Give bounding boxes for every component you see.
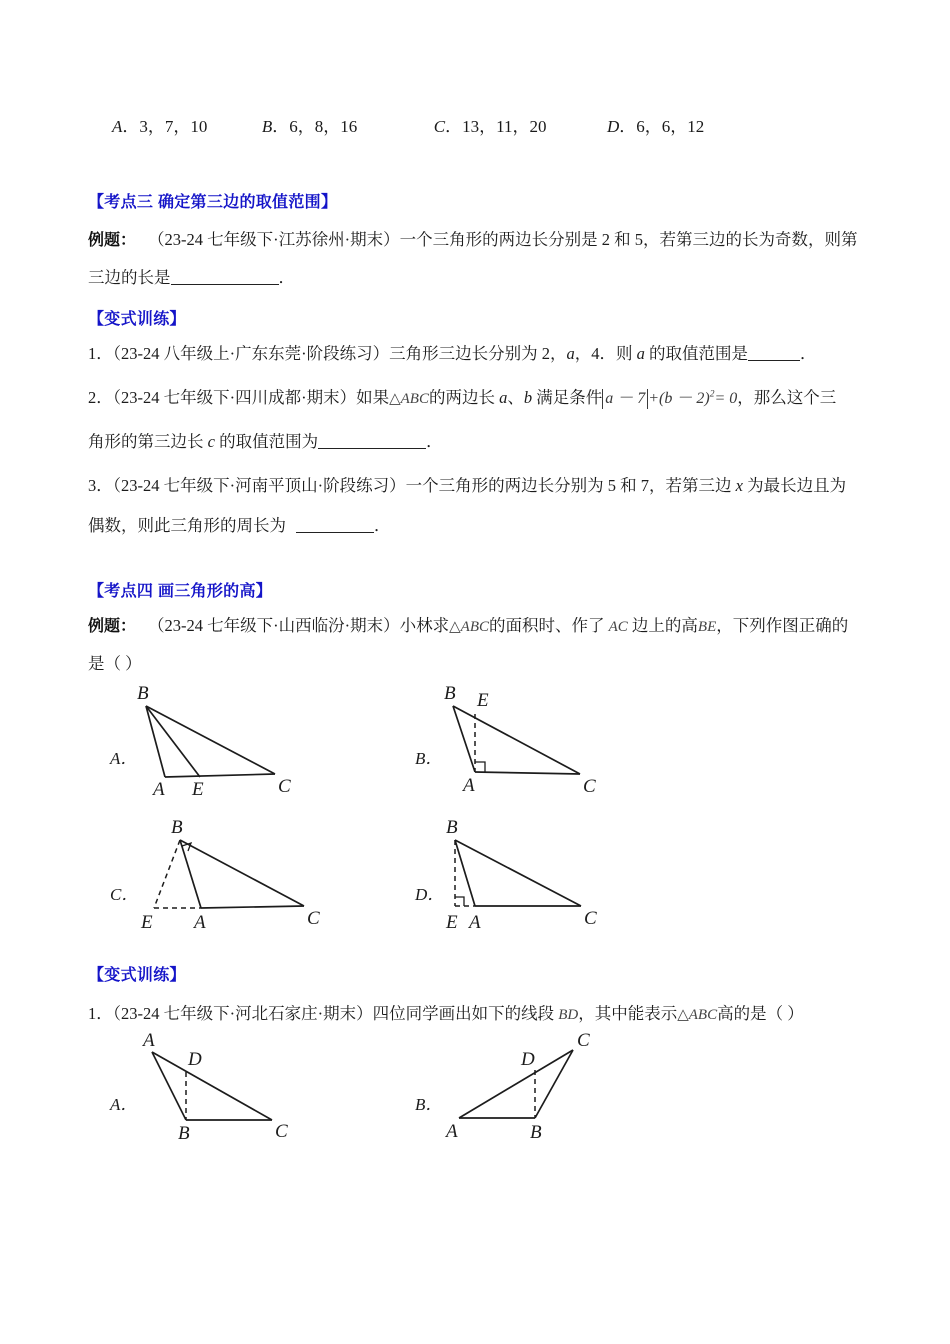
drill-2-text-a: （23-24 七年级下·四川成都·期末）如果 (112, 388, 390, 407)
option-a-text: 3，7，10 (139, 117, 208, 136)
drill-2-formula (602, 390, 737, 407)
figure-a-label-b: B (137, 683, 149, 704)
example-period: ． (278, 268, 295, 287)
s4-drill-1-text-c: 高的是（ ） (717, 1004, 804, 1023)
figure-b-drawing (413, 682, 613, 797)
option-a[interactable] (112, 112, 207, 137)
s4-drill-1-text-b: ，其中能表示 (578, 1004, 678, 1023)
drill-2-var-b: b (523, 388, 533, 407)
drill-heading-1: 【变式训练】 (88, 311, 186, 328)
figure-d-drawing (413, 818, 623, 936)
drill-1-var-a: a (566, 344, 575, 363)
drill-3-var-x: x (735, 476, 743, 495)
drill-1-number: 1． (88, 344, 113, 363)
drill-item-2-line-1 (88, 388, 836, 409)
option-c[interactable] (434, 112, 547, 137)
drill-item-3-line-1 (88, 476, 846, 496)
figure-c-label-a: A (194, 912, 206, 933)
example-text-2: 三边的长是 (88, 268, 171, 287)
drill-2-number: 2． (88, 388, 113, 407)
figure-c-label-e: E (141, 912, 153, 933)
figure-a-label-a: A (153, 779, 165, 800)
drill-1-text-a: （23-24 八年级上·广东东莞·阶段练习）三角形三边长分别为 2， (112, 344, 567, 363)
figure-a-label-e: E (192, 779, 204, 800)
section4-example-label: 例题： (88, 618, 137, 635)
section-heading-kaodian-four: 【考点四 画三角形的高】 (88, 583, 273, 600)
option-a-letter: A (112, 117, 123, 136)
figure-option-d[interactable] (413, 818, 623, 936)
s4-drill-1-number: 1． (88, 1004, 113, 1023)
section4-segment-be: BE (697, 619, 717, 635)
figure-c-label-b: B (171, 817, 183, 838)
figure-option-b[interactable] (413, 682, 613, 797)
example-line-2 (88, 268, 295, 288)
drill-2-triangle-abc: △ABC (389, 391, 429, 407)
drill-figure-b-drawing (413, 1032, 623, 1144)
figure-a-letter: A． (110, 749, 138, 768)
figure-option-a[interactable] (108, 682, 308, 800)
figure-c-letter: C． (110, 885, 139, 904)
option-b-letter: B (261, 117, 273, 136)
figure-d-label-b: B (446, 817, 458, 838)
formula-paren-term: (b － 2) (659, 390, 710, 407)
drill-figure-a-letter: A． (110, 1095, 138, 1114)
option-c-text: 13，11，20 (462, 117, 547, 136)
example-text-1: （23-24 七年级下·江苏徐州·期末）一个三角形的两边长分别是 2 和 5，若第三边的长为奇数，则第 (148, 230, 858, 249)
option-b-text: 6，8，16 (289, 117, 358, 136)
section-heading-kaodian-three: 【考点三 确定第三边的取值范围】 (88, 194, 338, 211)
drill-2-blank[interactable] (318, 448, 426, 449)
drill-2-text-c: 、 (507, 388, 524, 407)
option-b[interactable] (262, 112, 357, 137)
drill-item-3-line-2 (88, 516, 391, 536)
drill-3-text-b: 为最长边且为 (742, 476, 847, 495)
s4-drill-1-text-a: （23-24 七年级下·河北石家庄·期末）四位同学画出如下的线段 (112, 1004, 559, 1023)
option-d[interactable] (607, 112, 704, 137)
section4-segment-ac: AC (608, 619, 628, 635)
drill-figure-b-label-b: B (530, 1122, 542, 1143)
section4-example-text-b: 的面积时、作了 (489, 616, 609, 635)
figure-d-label-c: C (584, 908, 597, 929)
drill-2-period: ． (426, 432, 443, 451)
example-label: 例题： (88, 232, 137, 249)
section4-example-line-1 (88, 616, 848, 636)
figure-option-c[interactable] (108, 818, 338, 936)
figure-c-label-c: C (307, 908, 320, 929)
drill-figure-b-label-d: D (521, 1049, 535, 1070)
section4-example-text-a: （23-24 七年级下·山西临汾·期末）小林求 (148, 616, 450, 635)
drill-2-text-d: 满足条件 (532, 388, 603, 407)
drill-2-text-b: 的两边长 (428, 388, 500, 407)
drill-item-1 (88, 344, 816, 364)
figure-d-label-a: A (469, 912, 481, 933)
drill-2-line2-b: 的取值范围为 (214, 432, 319, 451)
figure-d-label-e: E (446, 912, 458, 933)
s4-drill-1-triangle-abc: △ABC (677, 1007, 718, 1023)
drill-3-blank[interactable] (296, 532, 374, 533)
drill-3-text-a: （23-24 七年级下·河南平顶山·阶段练习）一个三角形的两边长分别为 5 和 7，若第三边 (112, 476, 736, 495)
drill-figure-a-drawing (108, 1032, 308, 1144)
drill-1-blank[interactable] (748, 360, 800, 361)
drill-figure-option-a[interactable] (108, 1032, 308, 1144)
option-c-dot: ． (445, 117, 463, 136)
section4-example-text-d: ，下列作图正确的 (716, 616, 849, 635)
drill-2-line2-a: 角形的第三边长 (88, 432, 208, 451)
section4-triangle-abc: △ABC (449, 619, 489, 635)
figure-d-letter: D． (415, 885, 445, 904)
drill-3-line2-a: 偶数，则此三角形的周长为 (88, 516, 286, 535)
drill-figure-b-letter: B． (415, 1095, 443, 1114)
drill-1-text-c: 的取值范围是 (644, 344, 748, 363)
figure-c-drawing (108, 818, 338, 936)
option-d-text: 6，6，12 (636, 117, 705, 136)
formula-plus: + (648, 390, 660, 407)
drill-1-period: ． (799, 344, 817, 363)
option-b-dot: ． (272, 117, 290, 136)
section4-example-text-c: 边上的高 (627, 616, 698, 635)
example-line-1 (88, 230, 858, 250)
drill-figure-a-label-d: D (188, 1049, 202, 1070)
drill-2-var-c: c (207, 432, 215, 451)
drill-3-number: 3． (88, 476, 113, 495)
drill-item-2-line-2 (88, 432, 443, 452)
top-options-row (112, 112, 704, 137)
figure-b-label-e: E (477, 690, 489, 711)
section4-example-line-2: 是（ ） (88, 654, 142, 673)
drill-3-period: ． (374, 516, 391, 535)
option-a-dot: ． (122, 117, 140, 136)
drill-figure-b-label-a: A (446, 1121, 458, 1142)
drill-figure-b-label-c: C (577, 1030, 590, 1051)
drill-figure-option-b[interactable] (413, 1032, 623, 1144)
option-d-letter: D (607, 117, 620, 136)
drill-figure-a-label-a: A (143, 1030, 155, 1051)
figure-b-label-a: A (463, 775, 475, 796)
figure-b-label-b: B (444, 683, 456, 704)
formula-equals: = 0 (714, 390, 738, 407)
section4-drill-item-1 (88, 1004, 804, 1024)
figure-b-letter: B． (415, 749, 443, 768)
option-d-dot: ． (619, 117, 637, 136)
s4-drill-1-segment-bd: BD (558, 1007, 579, 1023)
figure-a-label-c: C (278, 776, 291, 797)
formula-exponent: 2 (709, 389, 715, 400)
drill-2-var-a: a (499, 388, 508, 407)
drill-1-var-a2: a (636, 344, 645, 363)
drill-heading-2: 【变式训练】 (88, 967, 186, 984)
drill-2-text-e: ，那么这个三 (737, 388, 837, 407)
drill-1-text-b: ，4．则 (574, 344, 637, 363)
figure-b-label-c: C (583, 776, 596, 797)
option-c-letter: C (433, 117, 446, 136)
figure-a-drawing (108, 682, 308, 800)
drill-figure-a-label-c: C (275, 1121, 288, 1142)
answer-blank[interactable] (171, 284, 279, 285)
drill-figure-a-label-b: B (178, 1123, 190, 1144)
formula-abs-term: a － 7 (602, 389, 648, 409)
